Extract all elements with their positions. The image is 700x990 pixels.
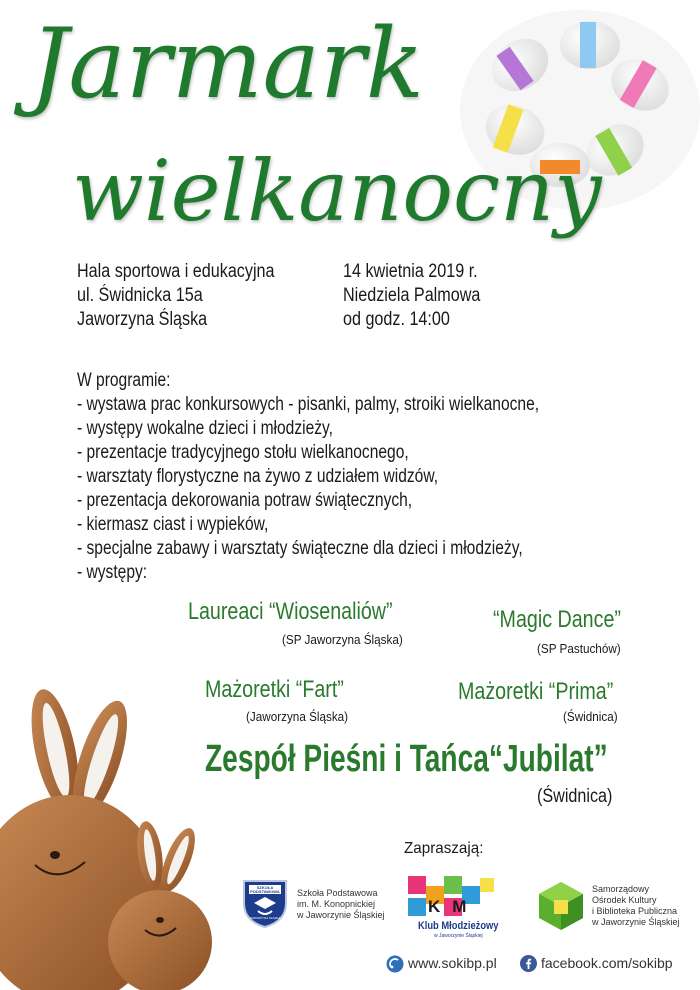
school-badge-bottom: JAWORZYNA ŚLĄSKA bbox=[249, 917, 281, 920]
title-line-2: wielkanocny bbox=[72, 142, 602, 240]
culture-name-4: w Jaworzynie Śląskiej bbox=[592, 917, 680, 927]
performer-name: Zespół Pieśni i Tańca“Jubilat” bbox=[205, 738, 608, 780]
performer-name: Mażoretki “Prima” bbox=[458, 678, 614, 705]
school-badge-top: SZKOŁA PODSTAWOWA bbox=[250, 885, 280, 894]
program-item: - wystawa prac konkursowych - pisanki, palmy, stroiki wielkanocne, bbox=[77, 394, 540, 415]
venue-line-3: Jaworzyna Śląska bbox=[77, 309, 208, 330]
performer-origin: (SP Pastuchów) bbox=[537, 641, 621, 656]
program-item: - występy: bbox=[77, 562, 148, 583]
performer-name: “Magic Dance” bbox=[493, 606, 621, 633]
program-item: - prezentacje tradycyjnego stołu wielkanocnego, bbox=[77, 442, 409, 463]
performer-origin: (SP Jaworzyna Śląska) bbox=[282, 632, 403, 647]
culture-name-3: i Biblioteka Publiczna bbox=[592, 906, 678, 916]
program-item: - kiermasz ciast i wypieków, bbox=[77, 514, 269, 535]
culture-center-cube-icon bbox=[537, 880, 585, 932]
date-line-2: Niedziela Palmowa bbox=[343, 285, 481, 306]
club-letters: KM bbox=[428, 897, 479, 916]
date-line-3: od godz. 14:00 bbox=[343, 309, 450, 330]
date-line-1: 14 kwietnia 2019 r. bbox=[343, 261, 478, 282]
performer-origin: (Świdnica) bbox=[537, 786, 613, 807]
club-location: w Jaworzynie Śląskiej bbox=[434, 933, 483, 939]
school-name-2: im. M. Konopnickiej bbox=[297, 899, 376, 909]
program-item: - prezentacja dekorowania potraw świątecznych, bbox=[77, 490, 413, 511]
facebook-link[interactable]: facebook.com/sokibp bbox=[541, 955, 673, 971]
club-logo bbox=[404, 872, 522, 942]
venue-line-2: ul. Świdnicka 15a bbox=[77, 285, 203, 306]
performer-name: Laureaci “Wiosenaliów” bbox=[188, 598, 393, 625]
venue-line-1: Hala sportowa i edukacyjna bbox=[77, 261, 275, 282]
facebook-icon bbox=[520, 955, 537, 972]
culture-name-1: Samorządowy bbox=[592, 884, 650, 894]
culture-name-2: Ośrodek Kultury bbox=[592, 895, 657, 905]
program-item: - specjalne zabawy i warsztaty świąteczne dla dzieci i młodzieży, bbox=[77, 538, 523, 559]
program-item: - występy wokalne dzieci i młodzieży, bbox=[77, 418, 334, 439]
program-heading: W programie: bbox=[77, 370, 171, 391]
performer-origin: (Świdnica) bbox=[563, 709, 618, 724]
program-item: - warsztaty florystyczne na żywo z udziałem widzów, bbox=[77, 466, 439, 487]
performer-name: Mażoretki “Fart” bbox=[205, 676, 344, 703]
wooden-bunnies-decoration bbox=[0, 680, 240, 990]
performer-origin: (Jaworzyna Śląska) bbox=[246, 709, 349, 724]
website-link[interactable]: www.sokibp.pl bbox=[408, 955, 497, 971]
title-line-1: Jarmark bbox=[30, 8, 424, 120]
school-name-1: Szkoła Podstawowa bbox=[297, 888, 378, 898]
school-logo bbox=[240, 877, 290, 929]
web-icon bbox=[386, 955, 404, 973]
school-name-3: w Jaworzynie Śląskiej bbox=[297, 910, 385, 920]
club-name: Klub Młodzieżowy bbox=[418, 920, 499, 932]
invite-label: Zapraszają: bbox=[404, 840, 484, 857]
